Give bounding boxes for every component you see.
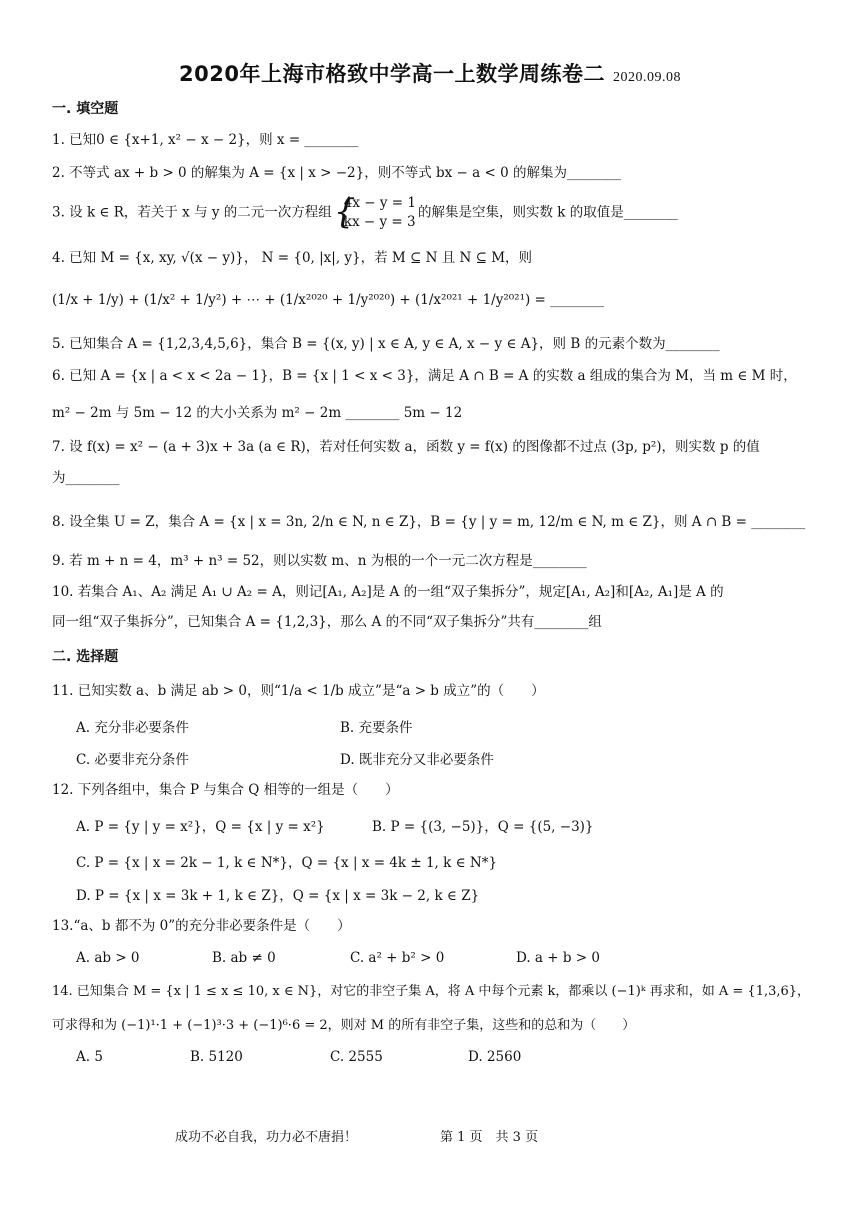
question-14-option-d: D. 2560 [468,1049,522,1065]
exam-date: 2020.09.08 [612,70,681,85]
question-1: 1. 已知0 ∈ {x+1, x² − x − 2}，则 x = ________ [52,132,359,148]
question-13-option-c: C. a² + b² > 0 [350,950,445,966]
question-13-option-d: D. a + b > 0 [516,950,600,966]
question-14-line-2: 可求得和为 (−1)¹·1 + (−1)³·3 + (−1)⁶·6 = 2，则对 M 的所有非空子集，这些和的总和为（ ） [52,1018,636,1033]
title-text: 2020年上海市格致中学高一上数学周练卷二 [179,62,605,86]
question-6-line-2: m² − 2m 与 5m − 12 的大小关系为 m² − 2m ________ 5m − 12 [52,405,463,421]
question-10-line-1: 10. 若集合 A₁、A₂ 满足 A₁ ∪ A₂ = A，则记[A₁, A₂]是 A 的一组“双子集拆分”，规定[A₁, A₂]和[A₂, A₁]是 A 的 [52,584,724,600]
question-11-option-b: B. 充要条件 [340,720,413,736]
equation-system [334,194,416,232]
question-11-option-a: A. 充分非必要条件 [76,720,189,736]
question-12-option-a: A. P = {y | y = x²}，Q = {x | y = x²} [76,819,325,835]
question-10-line-2: 同一组“双子集拆分”，已知集合 A = {1,2,3}，那么 A 的不同“双子集拆分”共有________组 [52,614,602,630]
question-12-option-d: D. P = {x | x = 3k + 1, k ∈ Z}，Q = {x | x = 3k − 2, k ∈ Z} [76,888,480,904]
question-11-option-c: C. 必要非充分条件 [76,752,189,768]
section-choice-heading: 二. 选择题 [52,649,119,665]
equation-1: 4x − y = 1 [343,195,417,211]
page-title [0,58,860,88]
section-fill-in-heading: 一. 填空题 [52,101,119,117]
equation-2: kx − y = 3 [343,214,416,230]
question-3-suffix: 的解集是空集，则实数 k 的取值是________ [418,204,678,221]
question-11-option-d: D. 既非充分又非必要条件 [340,752,494,768]
question-7-line-1: 7. 设 f(x) = x² − (a + 3)x + 3a (a ∈ R)，若对任何实数 a，函数 y = f(x) 的图像都不过点 (3p, p²)，则实数 p 的值 [52,439,760,455]
question-4-line-1: 4. 已知 M = {x, xy, √(x − y)}， N = {0, |x|, y}，若 M ⊆ N 且 N ⊆ M，则 [52,250,533,266]
question-14-option-a: A. 5 [76,1049,103,1065]
brace-icon: { [333,192,356,232]
question-12-option-c: C. P = {x | x = 2k − 1, k ∈ N*}，Q = {x | x = 4k ± 1, k ∈ N*} [76,855,498,871]
question-13: 13.“a、b 都不为 0”的充分非必要条件是（ ） [52,918,351,934]
question-12-option-b: B. P = {(3, −5)}，Q = {(5, −3)} [372,819,594,835]
question-4-line-2: (1/x + 1/y) + (1/x² + 1/y²) + ⋯ + (1/x²⁰²⁰ + 1/y²⁰²⁰) + (1/x²⁰²¹ + 1/y²⁰²¹) = ________ [52,292,605,308]
page-number: 第 1 页 共 3 页 [440,1130,539,1145]
question-14-option-c: C. 2555 [330,1049,383,1065]
question-13-option-a: A. ab > 0 [76,950,140,966]
question-11: 11. 已知实数 a、b 满足 ab > 0，则“1/a < 1/b 成立”是“a > b 成立”的（ ） [52,683,545,699]
question-14-option-b: B. 5120 [190,1049,243,1065]
question-3-prefix: 3. 设 k ∈ R，若关于 x 与 y 的二元一次方程组 [52,204,332,221]
question-2: 2. 不等式 ax + b > 0 的解集为 A = {x | x > −2}，则不等式 bx − a < 0 的解集为________ [52,165,621,181]
question-14-line-1: 14. 已知集合 M = {x | 1 ≤ x ≤ 10, x ∈ N}，对它的非空子集 A，将 A 中每个元素 k，都乘以 (−1)ᵏ 再求和，如 A = {1,3,6}， [52,984,811,999]
question-9: 9. 若 m + n = 4，m³ + n³ = 52，则以实数 m、n 为根的一个一元二次方程是________ [52,553,587,569]
footer-motto: 成功不必自我，功力必不唐捐！ [175,1130,358,1145]
question-6-line-1: 6. 已知 A = {x | a < x < 2a − 1}，B = {x | 1 < x < 3}，满足 A ∩ B = A 的实数 a 组成的集合为 M，当 m ∈ M 时， [52,368,797,384]
question-7-line-2: 为________ [52,470,120,486]
question-8: 8. 设全集 U = Z，集合 A = {x | x = 3n, 2/n ∈ N, n ∈ Z}，B = {y | y = m, 12/m ∈ N, m ∈ Z}，则 A ∩ B = ________ [52,514,806,530]
question-13-option-b: B. ab ≠ 0 [212,950,276,966]
question-12: 12. 下列各组中，集合 P 与集合 Q 相等的一组是（ ） [52,782,399,798]
question-3 [52,194,820,232]
question-5: 5. 已知集合 A = {1,2,3,4,5,6}，集合 B = {(x, y) | x ∈ A, y ∈ A, x − y ∈ A}，则 B 的元素个数为________ [52,336,720,352]
